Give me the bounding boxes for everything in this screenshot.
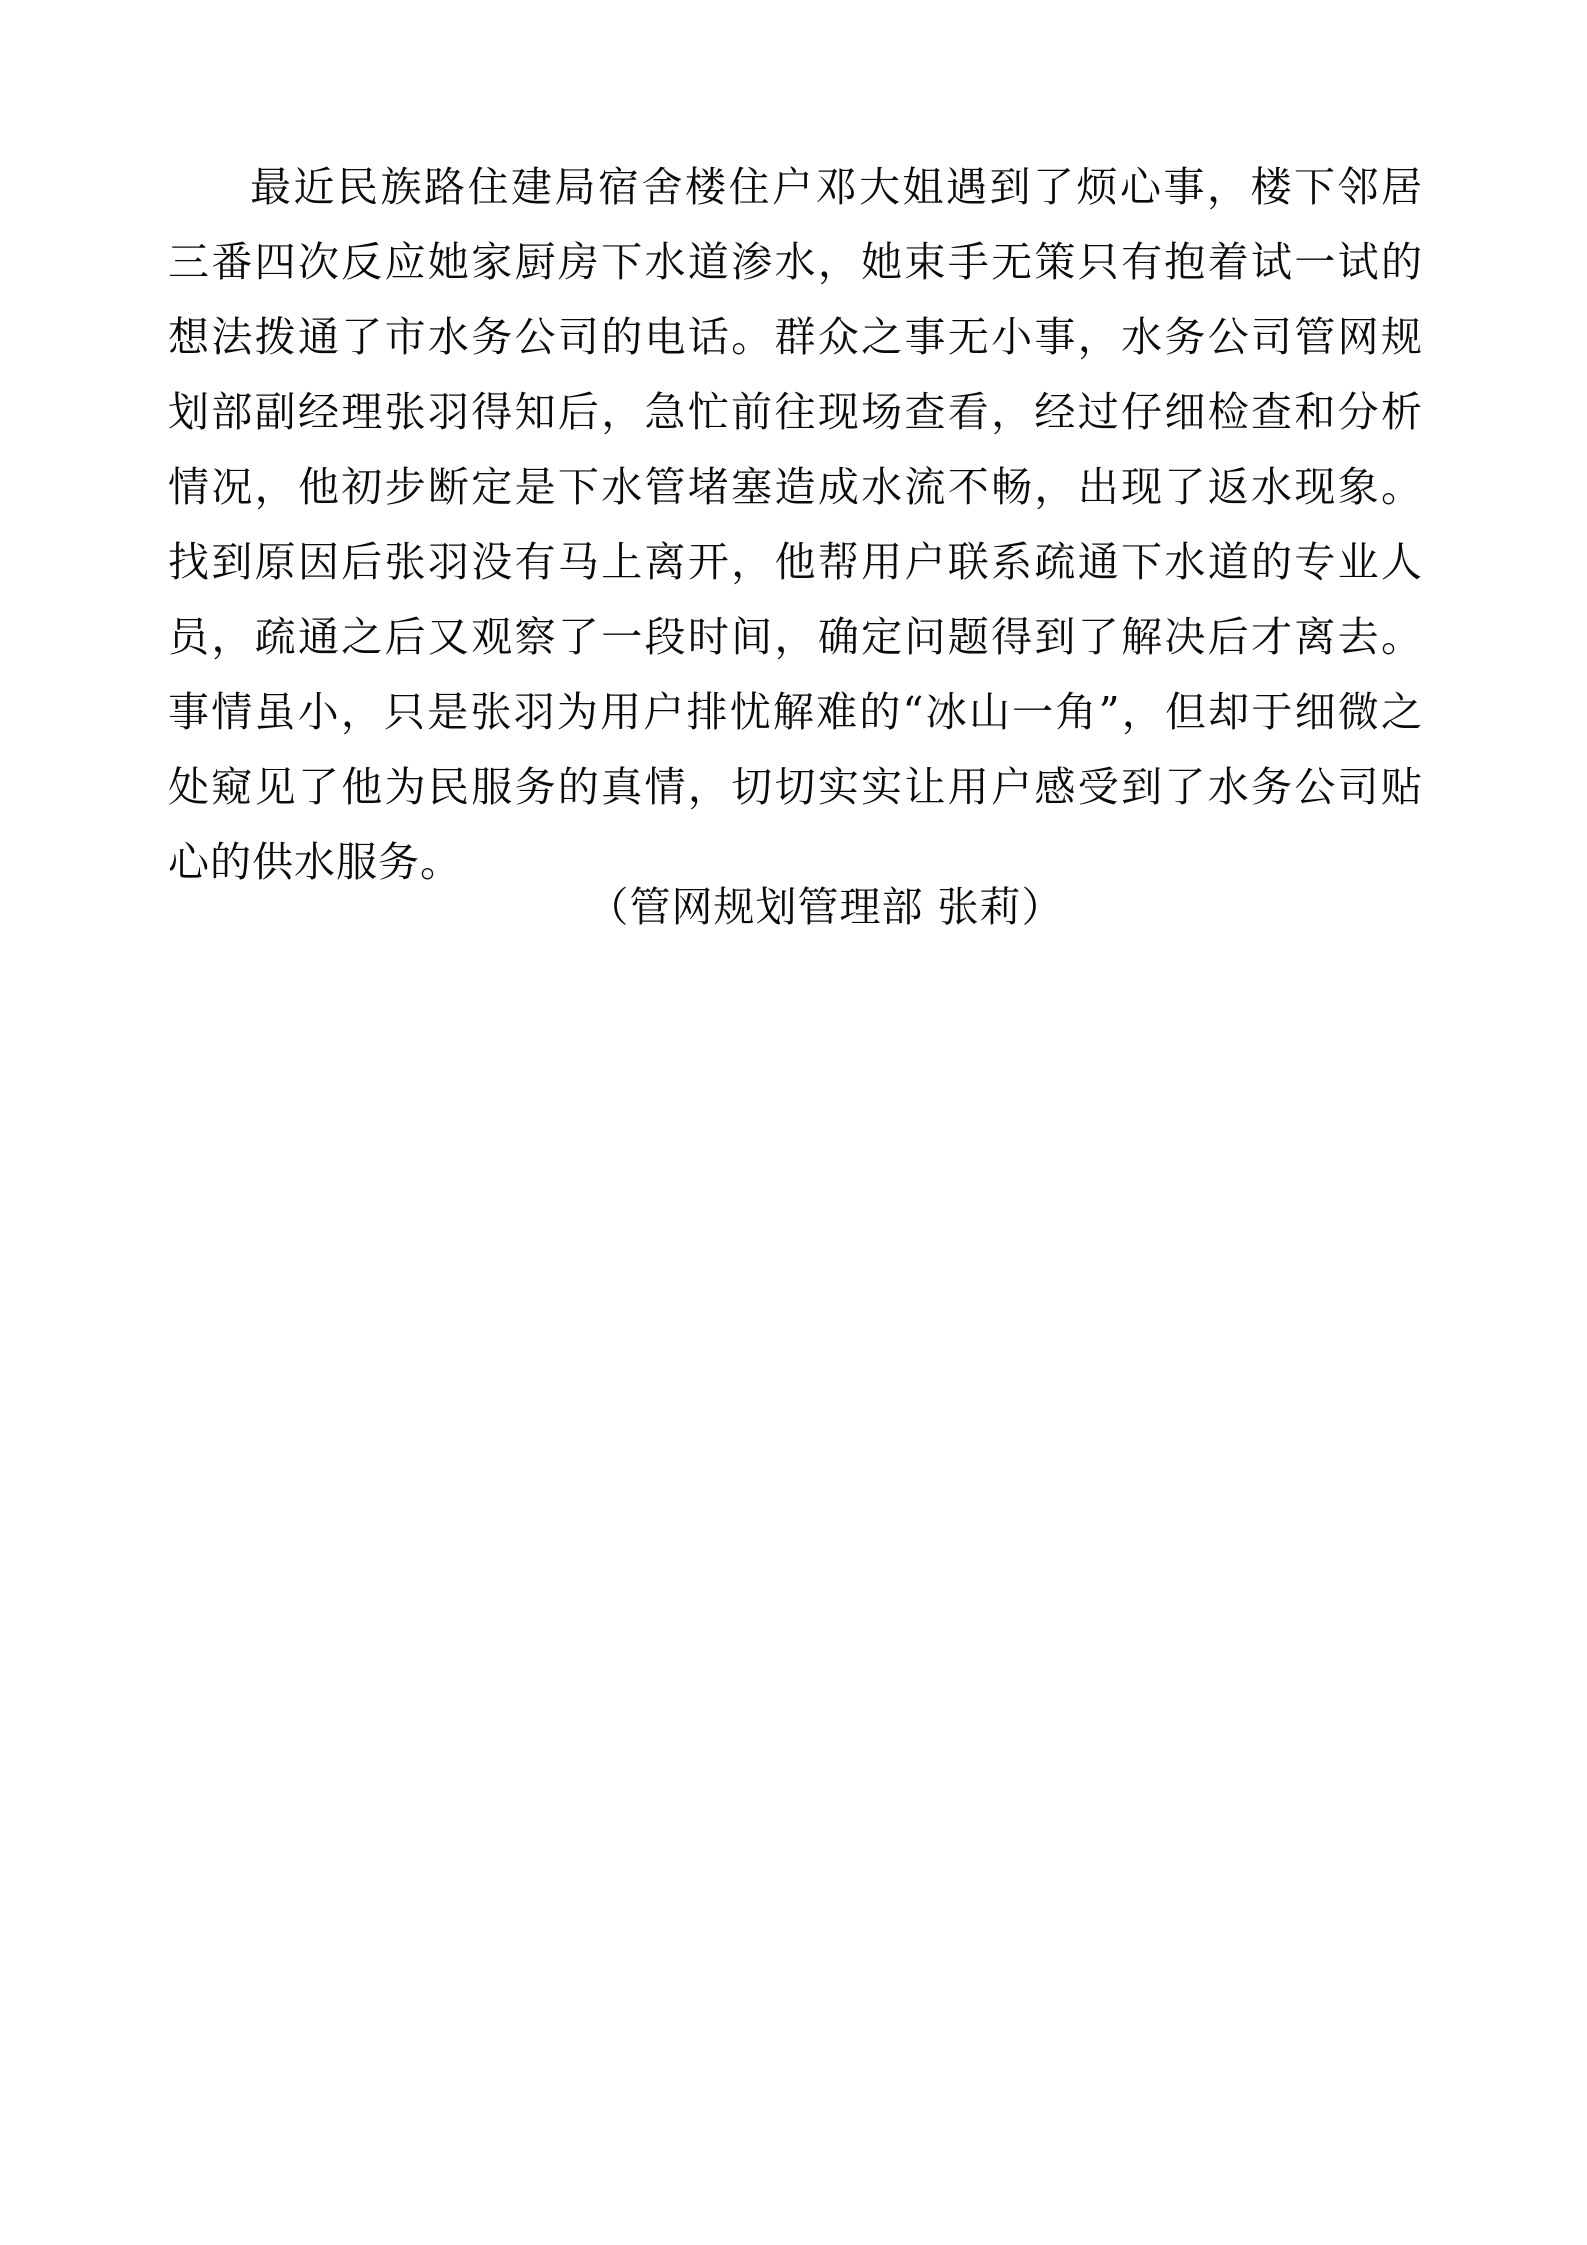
signature-line: （管网规划管理部 张莉） — [587, 883, 1064, 931]
document-body — [168, 150, 1423, 900]
body-paragraph: 最近民族路住建局宿舍楼住户邓大姐遇到了烦心事，楼下邻居三番四次反应她家厨房下水道渗水，她束手无策只有抱着试一试的想法拨通了市水务公司的电话。群众之事无小事，水务公司管网规划部副经理张羽得知后，急忙前往现场查看，经过仔细检查和分析情况，他初步断定是下水管堵塞造成水流不畅，出现了返水现象。找到原因后张羽没有马上离开，他帮用户联系疏通下水道的专业人员，疏通之后又观察了一段时间，确定问题得到了解决后才离去。事情虽小，只是张羽为用户排忧解难的“冰山一角”，但却于细微之处窥见了他为民服务的真情，切切实实让用户感受到了水务公司贴心的供水服务。 — [168, 163, 1423, 886]
